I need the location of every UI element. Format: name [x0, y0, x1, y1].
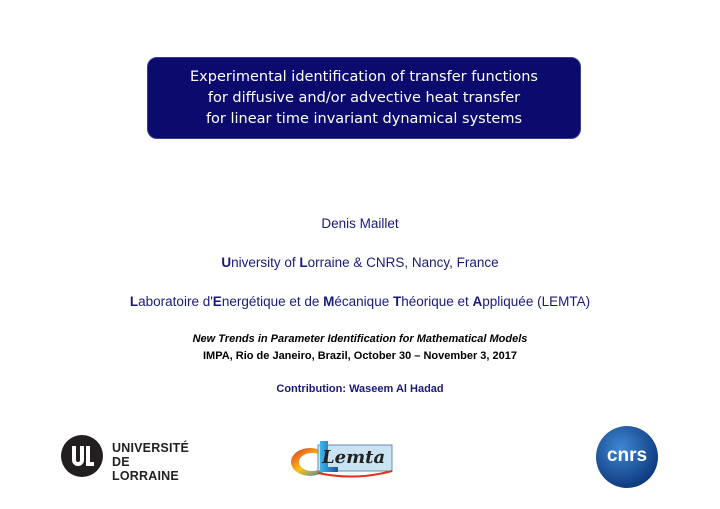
lab-initial-e: E	[212, 294, 222, 309]
ul-logo-line-1: UNIVERSITÉ	[112, 441, 190, 455]
ul-logo-line-2: DE LORRAINE	[112, 455, 179, 483]
lab-text-2: nergétique et de	[221, 294, 324, 309]
university-text-1: niversity of	[231, 255, 300, 270]
laboratory-line	[0, 294, 720, 309]
lab-text-5: ppliquée (LEMTA)	[482, 294, 591, 309]
title-box	[147, 57, 581, 139]
initial-u: U	[221, 255, 232, 270]
lab-initial-t: T	[392, 294, 402, 309]
lab-initial-a: A	[472, 294, 483, 309]
universite-de-lorraine-logo	[60, 432, 195, 483]
title-line-3: for linear time invariant dynamical systems	[205, 110, 523, 127]
title-line-1: Experimental identification of transfer functions	[190, 68, 538, 85]
title-line-2: for diffusive and/or advective heat transfer	[207, 89, 521, 106]
conference-name: New Trends in Parameter Identification for Mathematical Models	[192, 333, 528, 345]
university-text-2: orraine & CNRS, Nancy, France	[307, 255, 499, 270]
lab-text-3: écanique	[334, 294, 393, 309]
cnrs-logo	[595, 425, 659, 489]
lab-initial-m: M	[323, 294, 335, 309]
ul-logo-text	[112, 441, 195, 483]
university-line	[0, 255, 720, 270]
lemta-logo-text: Lemta	[322, 447, 386, 468]
cnrs-logo-text: cnrs	[606, 445, 648, 466]
lemta-logo	[290, 433, 395, 483]
contribution: Contribution: Waseem Al Hadad	[276, 383, 444, 395]
author-name: Denis Maillet	[321, 216, 399, 231]
ul-circle-icon	[60, 434, 104, 478]
initial-l: L	[299, 255, 308, 270]
lab-initial-l: L	[129, 294, 139, 309]
lab-text-1: aboratoire d'	[138, 294, 213, 309]
conference-details: IMPA, Rio de Janeiro, Brazil, October 30 – November 3, 2017	[202, 350, 518, 362]
lab-text-4: héorique et	[401, 294, 473, 309]
